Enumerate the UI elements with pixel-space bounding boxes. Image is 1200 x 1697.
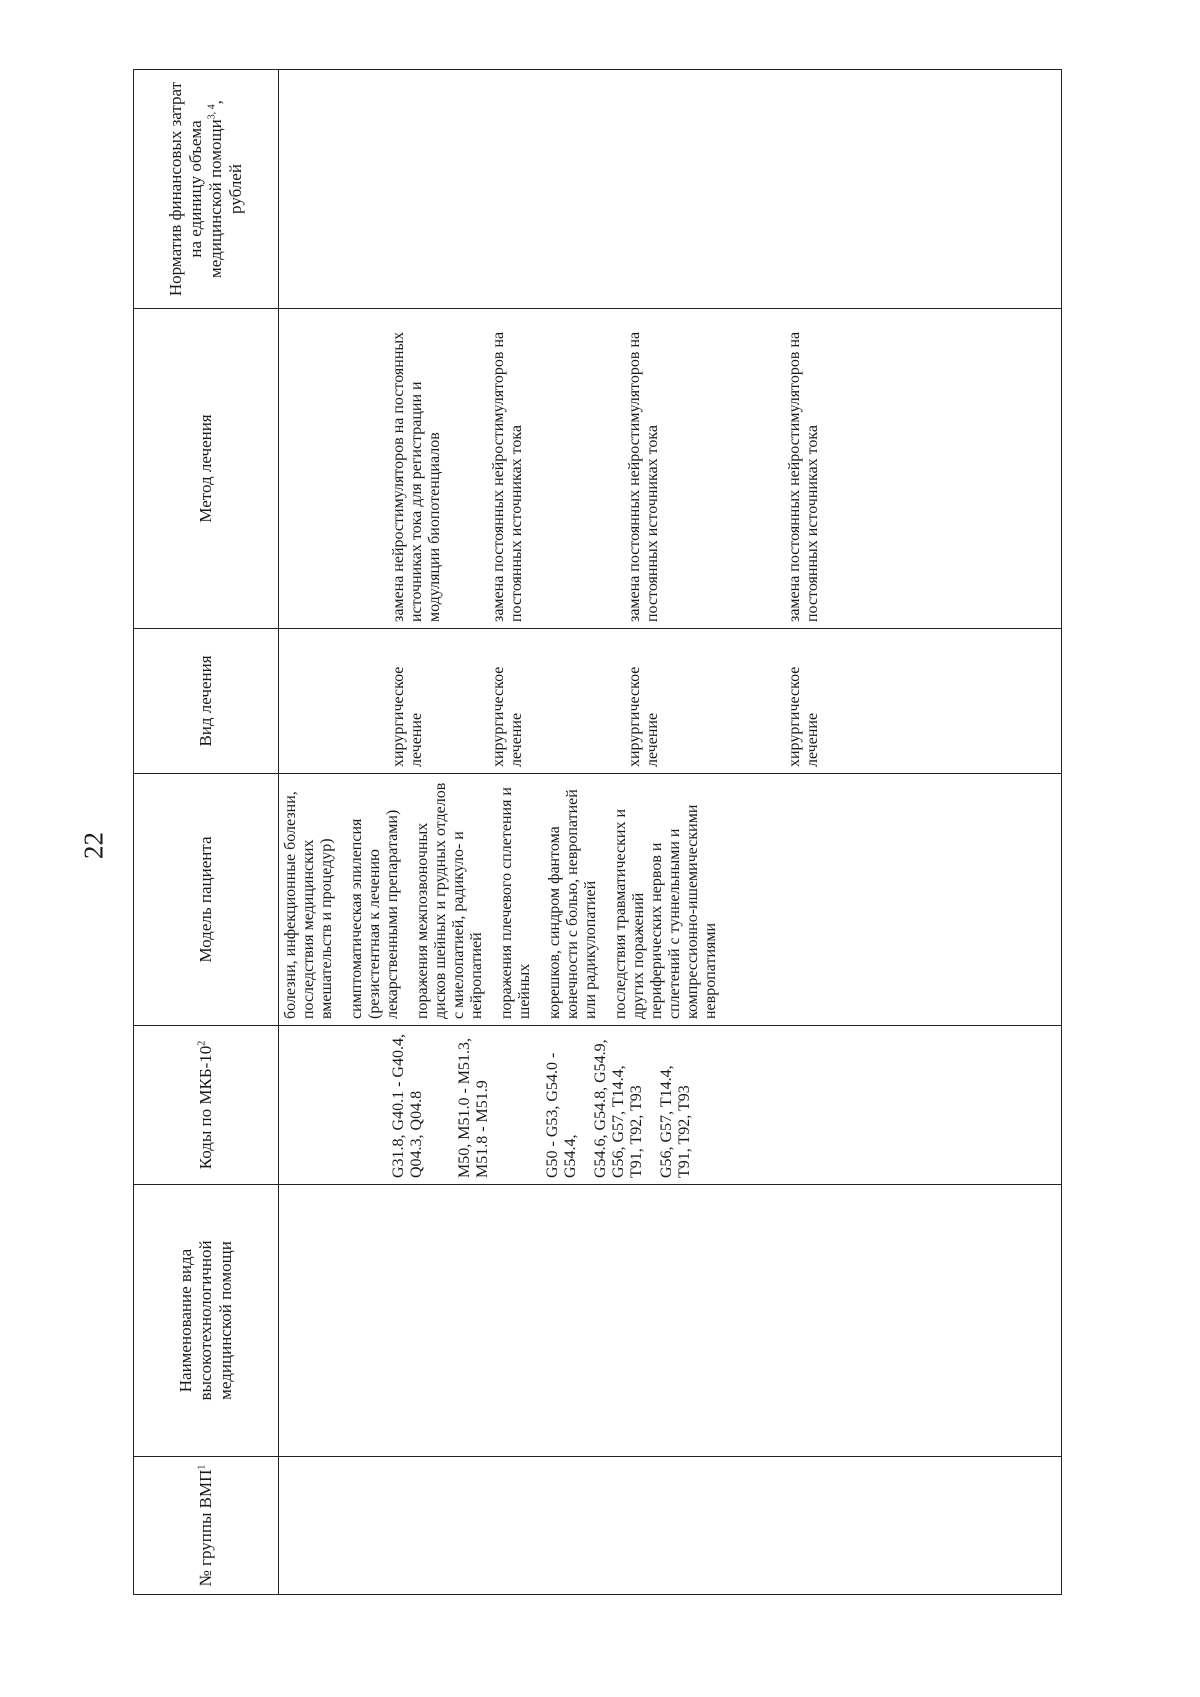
codes-entry: M50, M51.0 - M51.3, M51.8 - M51.9 bbox=[456, 1037, 491, 1178]
cell-group-no bbox=[279, 1457, 1062, 1595]
cell-name bbox=[279, 1185, 1062, 1457]
header-norm: Норматив финансовых затрат на единицу объема медицинской помощи$^{3, 4}$, рублей bbox=[134, 70, 279, 309]
treatment-entry bbox=[690, 635, 786, 767]
method-entry: замена нейростимуляторов на постоянных источниках тока для регистрации и модуляции биопотенциалов bbox=[390, 331, 443, 622]
codes-entry: G56, G57, T14.4, T91, T92, T93 bbox=[658, 1065, 693, 1178]
vmp-table bbox=[133, 69, 1062, 1595]
cell-model bbox=[279, 774, 1062, 1026]
rotated-table-container bbox=[133, 70, 1062, 1595]
codes-entry: G50 - G53, G54.0 - G54.4, bbox=[544, 1052, 579, 1178]
header-row bbox=[134, 70, 279, 1595]
header-treatment-type: Вид лечения bbox=[134, 629, 279, 774]
model-entry: последствия травматических и других поражений периферических нервов и сплетений с туннельными и компрессионно-ишемическими невропатиями bbox=[612, 804, 719, 1019]
codes-entry: G54.6, G54.8, G54.9, G56, G57, T14.4, T91, T92, T93 bbox=[592, 1039, 645, 1178]
method-entry bbox=[282, 315, 390, 622]
model-entry: болезни, инфекционные болезни, последствия медицинских вмешательств и процедур) bbox=[282, 791, 335, 1019]
treatment-entry bbox=[282, 635, 390, 767]
codes-entry bbox=[282, 1032, 390, 1178]
cell-treatment-type bbox=[279, 629, 1062, 774]
header-codes: Коды по МКБ-$10^2$ bbox=[134, 1026, 279, 1185]
codes-entry: G31.8, G40.1 - G40.4, Q04.3, Q04.8 bbox=[390, 1034, 425, 1178]
header-group-no: № группы ВМП$^1$ bbox=[134, 1457, 279, 1595]
cell-method bbox=[279, 309, 1062, 629]
model-entry: поражения межпозвоночных дисков шейных и грудных отделов с миелопатией, радикуло- и нейропатией bbox=[414, 782, 485, 1019]
header-method: Метод лечения bbox=[134, 309, 279, 629]
cell-codes bbox=[279, 1026, 1062, 1185]
treatment-entry: хирургическое лечение bbox=[390, 666, 425, 767]
treatment-entry: хирургическое лечение bbox=[626, 666, 661, 767]
model-entry: корешков, синдром фантома конечности с болью, невропатией или радикулопатией bbox=[546, 789, 599, 1019]
body-row bbox=[279, 70, 1062, 1595]
treatment-entry: хирургическое лечение bbox=[786, 666, 821, 767]
model-entry: поражения плечевого сплетения и шейных bbox=[498, 787, 533, 1019]
header-name: Наименование вида высокотехнологичной медицинской помощи bbox=[134, 1185, 279, 1457]
cell-norm bbox=[279, 70, 1062, 309]
model-entry: симптоматическая эпилепсия (резистентная к лечению лекарственными препаратами) bbox=[348, 809, 401, 1019]
page-number: 22 bbox=[78, 832, 109, 859]
header-model: Модель пациента bbox=[134, 774, 279, 1026]
method-entry bbox=[690, 315, 786, 622]
treatment-entry: хирургическое лечение bbox=[490, 666, 525, 767]
method-entry: замена постоянных нейростимуляторов на постоянных источниках тока bbox=[626, 331, 661, 622]
method-entry: замена постоянных нейростимуляторов на постоянных источниках тока bbox=[490, 331, 525, 622]
method-entry: замена постоянных нейростимуляторов на постоянных источниках тока bbox=[786, 331, 821, 622]
